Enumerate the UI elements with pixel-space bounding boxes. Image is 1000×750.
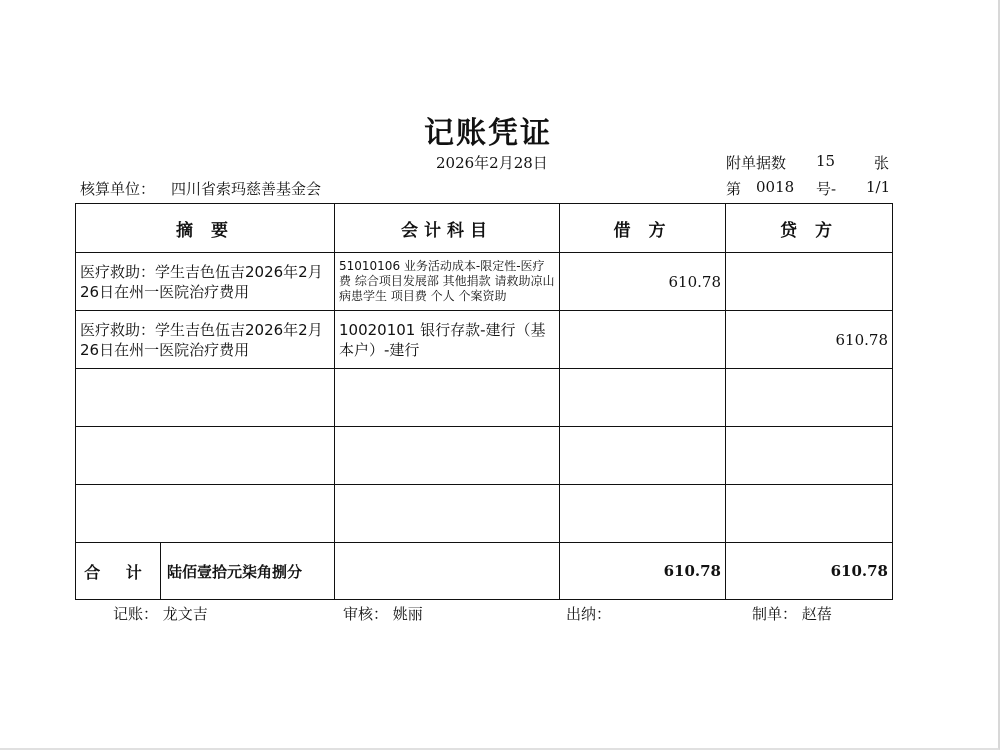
entry-summary: 医疗救助：学生吉色伍吉2026年2月26日在州一医院治疗费用 bbox=[76, 311, 335, 369]
empty-row bbox=[76, 427, 893, 485]
accounting-unit-label: 核算单位： bbox=[80, 180, 156, 198]
reviewer-signature: 审核： 姚丽 bbox=[343, 605, 423, 623]
header-account: 会计科目 bbox=[335, 204, 560, 253]
attachment-unit: 张 bbox=[874, 154, 890, 172]
accounting-unit bbox=[80, 178, 321, 199]
entry-credit bbox=[726, 253, 893, 311]
accounting-unit-name: 四川省索玛慈善基金会 bbox=[171, 180, 322, 198]
total-amount-words: 陆佰壹拾元柒角捌分 bbox=[167, 562, 303, 581]
entry-credit: 610.78 bbox=[726, 311, 893, 369]
header-credit: 贷 方 bbox=[726, 204, 893, 253]
voucher-page: 1/1 bbox=[866, 178, 891, 196]
total-row bbox=[76, 543, 893, 600]
voucher-date: 2026年2月28日 bbox=[436, 154, 548, 172]
entry-debit bbox=[560, 311, 726, 369]
total-account-cell bbox=[335, 543, 560, 600]
total-credit: 610.78 bbox=[726, 543, 893, 600]
table-header-row bbox=[76, 204, 893, 253]
total-debit: 610.78 bbox=[560, 543, 726, 600]
voucher-number-suffix: 号- bbox=[816, 180, 837, 198]
table-row bbox=[76, 311, 893, 369]
voucher-number-value: 0018 bbox=[756, 178, 795, 196]
empty-row bbox=[76, 485, 893, 543]
attachment-number: 15 bbox=[816, 152, 836, 170]
entry-account: 10020101 银行存款-建行（基本户）-建行 bbox=[335, 311, 560, 369]
bookkeeper-signature: 记账： 龙文吉 bbox=[113, 605, 208, 623]
voucher-number-prefix: 第 bbox=[726, 180, 742, 198]
preparer-signature: 制单： 赵蓓 bbox=[752, 605, 832, 623]
empty-row bbox=[76, 369, 893, 427]
voucher-table bbox=[75, 203, 893, 600]
entry-account: 51010106 业务活动成本-限定性-医疗费 综合项目发展部 其他捐款 请救助凉山病患学生 项目费 个人 个案资助 bbox=[335, 253, 560, 311]
attachment-label: 附单据数 bbox=[726, 154, 787, 172]
header-summary: 摘 要 bbox=[76, 204, 335, 253]
voucher-title: 记账凭证 bbox=[424, 116, 552, 151]
total-summary-cell bbox=[76, 543, 335, 600]
table-row bbox=[76, 253, 893, 311]
entry-summary: 医疗救助：学生吉色伍吉2026年2月26日在州一医院治疗费用 bbox=[76, 253, 335, 311]
attachment-count bbox=[726, 152, 890, 173]
entry-debit: 610.78 bbox=[560, 253, 726, 311]
header-debit: 借 方 bbox=[560, 204, 726, 253]
total-label: 合 计 bbox=[76, 543, 161, 599]
cashier-signature: 出纳： bbox=[566, 605, 612, 623]
